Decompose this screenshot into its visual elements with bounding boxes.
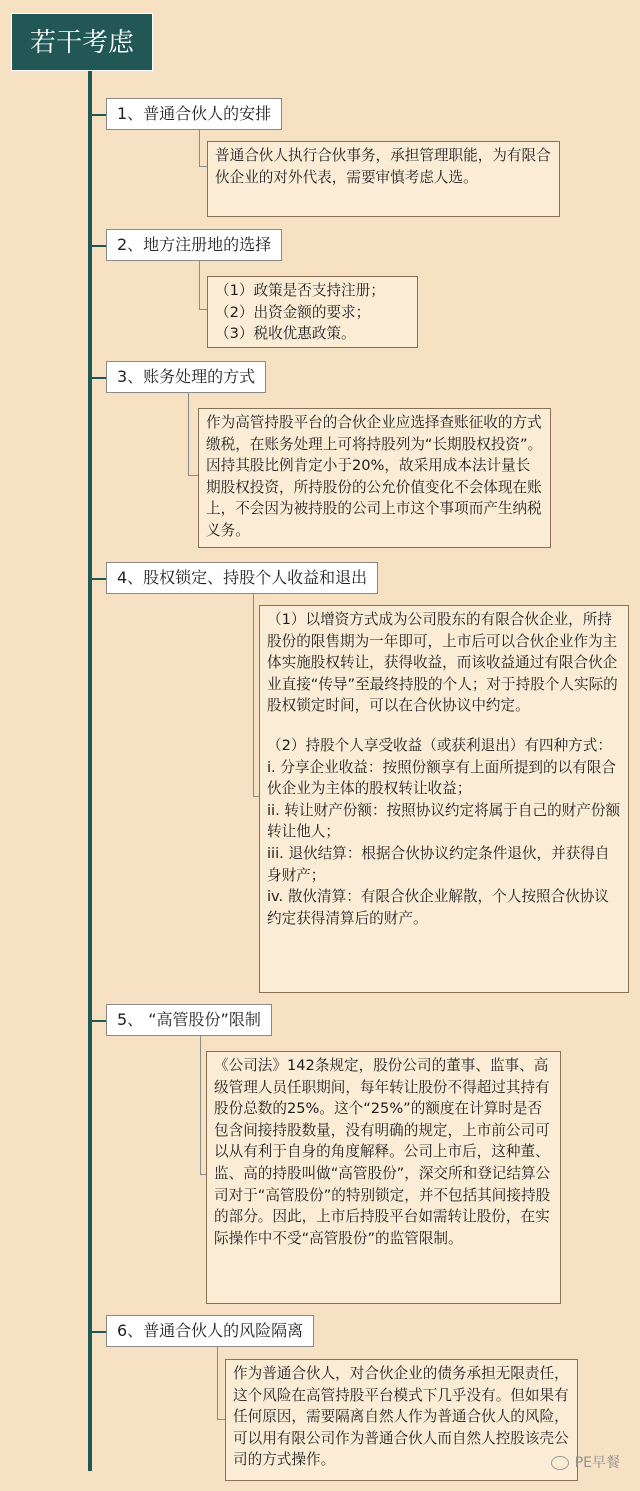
topic-gp-risk-isolation[interactable]: 6、普通合伙人的风险隔离 bbox=[106, 1315, 314, 1347]
note-executive-shares-restriction bbox=[206, 1051, 561, 1304]
note-text: （2）出资金额的要求； bbox=[215, 303, 371, 321]
note-text: 《公司法》142条规定，股份公司的董事、监事、高级管理人员任职期间，每年转让股份不得超过其持有股份总数的25%。这个“25%”的额度在计算时是否包含间接持股数量，没有明确的规定，上市前公司可以从有利于自身的角度解释。公司上市后，这种董、监、高的持股叫做“高管股份”，深交所和登记结算公司对于“高管股份”的特别锁定，并不包括其间接持股的部分。因此，上市后持股平台如需转让股份，在实际操作中不受“高管股份”的监管限制。 bbox=[214, 1057, 551, 1247]
note-connector bbox=[253, 594, 254, 796]
note-connector bbox=[217, 1347, 218, 1419]
note-registration-location bbox=[207, 276, 418, 348]
note-connector bbox=[199, 261, 200, 309]
topic-registration-location[interactable]: 2、地方注册地的选择 bbox=[106, 229, 282, 261]
branch-connector bbox=[90, 578, 107, 580]
note-text: 作为高管持股平台的合伙企业应选择查账征收的方式缴税，在账务处理上可将持股列为“长期股权投资”。因持其股比例肯定小于20%，故采用成本法计量长期股权投资，所持股份的公允价值变化不会体现在账上，不会因为被持股的公司上市这个事项而产生纳税义务。 bbox=[206, 414, 543, 539]
note-connector bbox=[188, 393, 189, 475]
note-text: （1）以增资方式成为公司股东的有限合伙企业，所持股份的限售期为一年即可，上市后可以合伙企业作为主体实施股权转让，获得收益，而该收益通过有限合伙企业直接“传导”至最终持股的个人；对于持股个人实际的股权锁定时间，可以在合伙协议中约定。 bbox=[267, 611, 618, 715]
note-text: i. 分享企业收益：按照份额享有上面所提到的以有限合伙企业为主体的股权转让收益； bbox=[267, 758, 616, 798]
branch-connector bbox=[90, 1331, 107, 1333]
note-text: （3）税收优惠政策。 bbox=[215, 325, 356, 343]
note-connector bbox=[199, 309, 207, 310]
paragraph-gap bbox=[267, 717, 621, 735]
branch-connector bbox=[90, 1020, 107, 1022]
note-text: ii. 转让财产份额：按照协议约定将属于自己的财产份额转让他人； bbox=[267, 801, 621, 841]
note-connector bbox=[199, 166, 207, 167]
branch-connector bbox=[90, 377, 107, 379]
note-connector bbox=[188, 475, 198, 476]
note-gp-arrangement bbox=[207, 141, 560, 217]
topic-executive-shares-restriction[interactable]: 5、 “高管股份”限制 bbox=[106, 1004, 272, 1036]
root-topic[interactable]: 若干考虑 bbox=[11, 13, 153, 71]
branch-connector bbox=[90, 245, 107, 247]
main-trunk-connector bbox=[88, 71, 92, 1471]
note-text: （2）持股个人享受收益（或获利退出）有四种方式： bbox=[267, 736, 612, 754]
branch-connector bbox=[90, 114, 107, 116]
watermark-text: PE早餐 bbox=[574, 1455, 620, 1471]
watermark bbox=[551, 1452, 620, 1472]
note-text: 作为普通合伙人，对合伙企业的债务承担无限责任，这个风险在高管持股平台模式下几乎没有。但如果有任何原因，需要隔离自然人作为普通合伙人的风险，可以用有限公司作为普通合伙人而自然人控股该壳公司的方式操作。 bbox=[233, 1365, 569, 1469]
note-gp-risk-isolation bbox=[225, 1359, 578, 1481]
note-accounting-method bbox=[198, 408, 551, 548]
note-text: iv. 散伙清算：有限合伙企业解散，个人按照合伙协议约定获得清算后的财产。 bbox=[267, 888, 609, 927]
topic-accounting-method[interactable]: 3、账务处理的方式 bbox=[106, 361, 266, 393]
note-text: （1）政策是否支持注册； bbox=[215, 282, 385, 299]
note-connector bbox=[200, 1036, 201, 1174]
note-lockup-income-exit bbox=[259, 605, 629, 993]
note-connector bbox=[217, 1419, 225, 1420]
note-connector bbox=[199, 130, 200, 166]
topic-gp-arrangement[interactable]: 1、普通合伙人的安排 bbox=[106, 98, 282, 130]
wechat-icon bbox=[551, 1456, 569, 1470]
topic-lockup-income-exit[interactable]: 4、股权锁定、持股个人收益和退出 bbox=[106, 562, 378, 594]
note-text: 普通合伙人执行合伙事务，承担管理职能，为有限合伙企业的对外代表，需要审慎考虑人选。 bbox=[215, 147, 551, 186]
note-text: iii. 退伙结算：根据合伙协议约定条件退伙，并获得自身财产； bbox=[267, 844, 610, 884]
